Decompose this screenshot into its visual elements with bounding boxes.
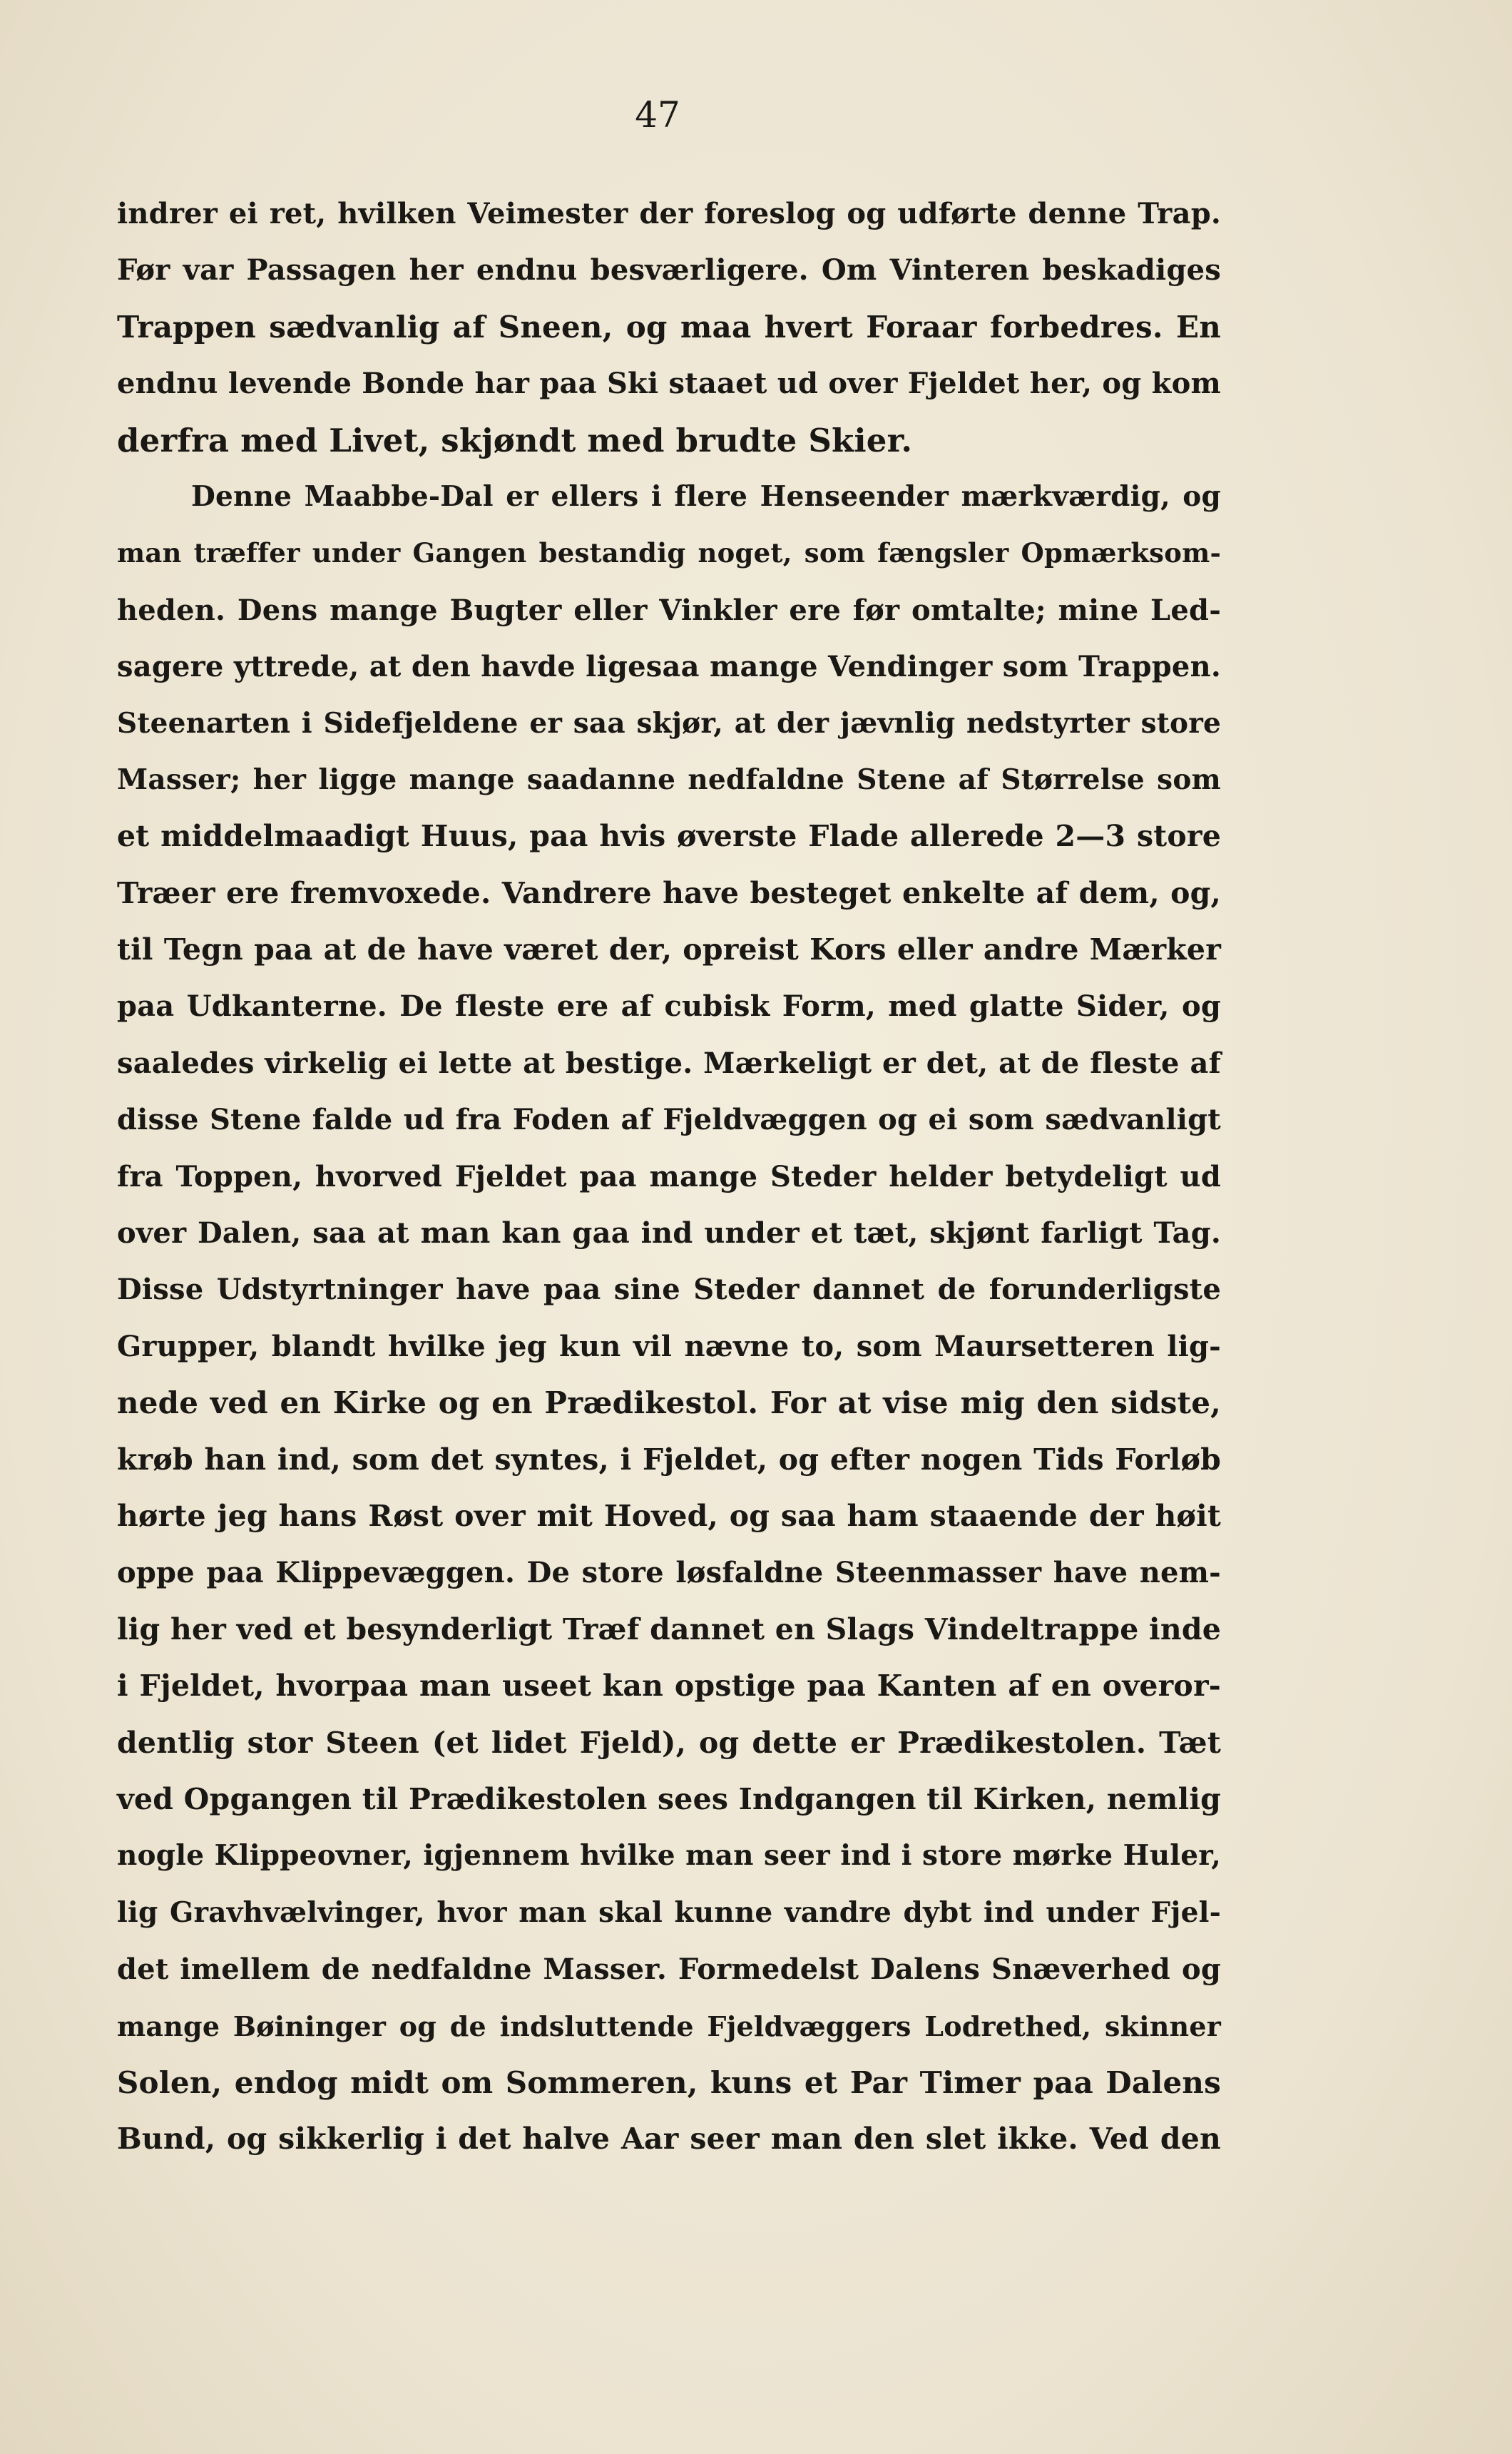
text-line: oppe paa Klippevæggen. De store løsfaldne Steenmasser have nem-	[117, 1556, 1221, 1590]
text-line: nede ved en Kirke og en Prædikestol. For at vise mig den sidste,	[117, 1385, 1221, 1421]
text-line: lig Gravhvælvinger, hvor man skal kunne vandre dybt ind under Fjel-	[117, 1895, 1221, 1929]
text-line: over Dalen, saa at man kan gaa ind under et tæt, skjønt farligt Tag.	[117, 1216, 1221, 1251]
text-line: paa Udkanterne. De fleste ere af cubisk Form, med glatte Sider, og	[117, 989, 1221, 1024]
text-line: ved Opgangen til Prædikestolen sees Indgangen til Kirken, nemlig	[117, 1781, 1221, 1816]
text-line: Før var Passagen her endnu besværligere. Om Vinteren beskadiges	[117, 253, 1221, 287]
text-line: saaledes virkelig ei lette at bestige. Mærkeligt er det, at de fleste af	[117, 1046, 1221, 1080]
text-line: Steenarten i Sidefjeldene er saa skjør, at der jævnlig nedstyrter store	[117, 706, 1221, 740]
text-line: i Fjeldet, hvorpaa man useet kan opstige paa Kanten af en overor-	[117, 1669, 1221, 1704]
text-line: heden. Dens mange Bugter eller Vinkler ere før omtalte; mine Led-	[117, 593, 1221, 627]
text-line: Masser; her ligge mange saadanne nedfaldne Stene af Størrelse som	[117, 763, 1221, 796]
page-number: 47	[635, 94, 680, 136]
text-line: til Tegn paa at de have været der, opreist Kors eller andre Mærker	[117, 932, 1221, 967]
text-line: Bund, og sikkerlig i det halve Aar seer man den slet ikke. Ved den	[117, 2122, 1221, 2157]
text-line: man træffer under Gangen bestandig noget, som fængsler Opmærksom-	[117, 537, 1221, 569]
text-line: Denne Maabbe-Dal er ellers i flere Henseender mærkværdig, og	[191, 479, 1221, 513]
text-line: et middelmaadigt Huus, paa hvis øverste Flade allerede 2—3 store	[117, 819, 1221, 854]
text-line: dentlig stor Steen (et lidet Fjeld), og dette er Prædikestolen. Tæt	[117, 1725, 1221, 1760]
text-line: mange Bøininger og de indsluttende Fjeldvæggers Lodrethed, skinner	[117, 2010, 1221, 2042]
text-line: Grupper, blandt hvilke jeg kun vil nævne to, som Maursetteren lig-	[117, 1329, 1221, 1363]
text-line: krøb han ind, som det syntes, i Fjeldet, og efter nogen Tids Forløb	[117, 1442, 1221, 1477]
text-line: disse Stene falde ud fra Foden af Fjeldvæggen og ei som sædvanligt	[117, 1103, 1221, 1137]
text-line: sagere yttrede, at den havde ligesaa mange Vendinger som Trappen.	[117, 650, 1221, 684]
text-line: Trappen sædvanlig af Sneen, og maa hvert Foraar forbedres. En	[117, 309, 1221, 345]
text-line: lig her ved et besynderligt Træf dannet en Slags Vindeltrappe inde	[117, 1612, 1221, 1646]
text-line: endnu levende Bonde har paa Ski staaet ud over Fjeldet her, og kom	[117, 367, 1221, 401]
text-line: det imellem de nedfaldne Masser. Formedelst Dalens Snæverhed og	[117, 1952, 1221, 1987]
text-line: Disse Udstyrtninger have paa sine Steder dannet de forunderligste	[117, 1273, 1221, 1307]
body-text	[117, 185, 1221, 2168]
text-line: hørte jeg hans Røst over mit Hoved, og saa ham staaende der høit	[117, 1498, 1221, 1533]
text-line: fra Toppen, hvorved Fjeldet paa mange Steder helder betydeligt ud	[117, 1159, 1221, 1193]
text-line: Træer ere fremvoxede. Vandrere have besteget enkelte af dem, og,	[117, 875, 1221, 910]
text-line: Solen, endog midt om Sommeren, kuns et Par Timer paa Dalens	[117, 2064, 1221, 2100]
text-line: nogle Klippeovner, igjennem hvilke man seer ind i store mørke Huler,	[117, 1839, 1221, 1873]
text-line: indrer ei ret, hvilken Veimester der foreslog og udførte denne Trap.	[117, 197, 1221, 230]
text-line: derfra med Livet, skjøndt med brudte Skier.	[117, 421, 913, 459]
